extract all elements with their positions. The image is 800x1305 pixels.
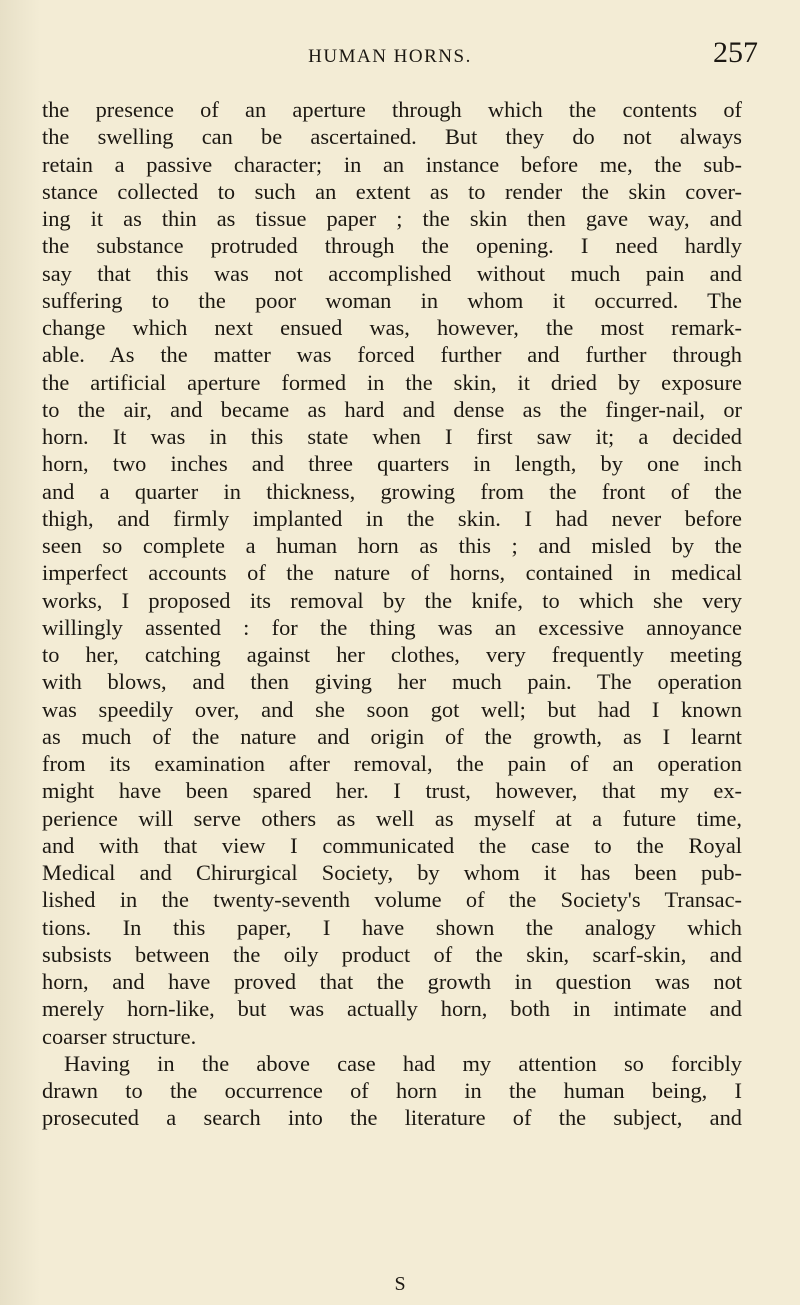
text-line: coarser structure. xyxy=(42,1023,197,1049)
text-line: stance collected to such an extent as to render the skin cover- xyxy=(42,178,742,204)
text-line: the substance protruded through the opening. I need hardly xyxy=(42,233,742,259)
text-line: the artificial aperture formed in the skin, it dried by exposure xyxy=(42,369,742,395)
text-line: from its examination after removal, the pain of an operation xyxy=(42,751,742,776)
page-number: 257 xyxy=(713,36,758,69)
text-line: might have been spared her. I trust, however, that my ex- xyxy=(42,778,742,804)
running-title: HUMAN HORNS. xyxy=(308,46,472,67)
text-line: retain a passive character; in an instance before me, the sub- xyxy=(42,151,742,177)
text-line: with blows, and then giving her much pain. The operation xyxy=(42,669,742,695)
text-line: Having in the above case had my attention so forcibly xyxy=(64,1050,742,1076)
text-line: was speedily over, and she soon got well; but had I known xyxy=(42,696,742,722)
text-line: able. As the matter was forced further and further through xyxy=(42,342,742,368)
text-line: change which next ensued was, however, the most remark- xyxy=(42,315,742,340)
text-line: perience will serve others as well as myself at a future time, xyxy=(42,805,742,831)
text-line: tions. In this paper, I have shown the analogy which xyxy=(42,914,742,940)
text-line: subsists between the oily product of the skin, scarf-skin, and xyxy=(42,941,742,967)
text-line: Medical and Chirurgical Society, by whom it has been pub- xyxy=(42,860,742,885)
text-line: to the air, and became as hard and dense as the finger-nail, or xyxy=(42,396,742,422)
text-line: the presence of an aperture through which the contents of xyxy=(42,97,742,122)
text-line: suffering to the poor woman in whom it occurred. The xyxy=(42,287,742,313)
text-line: horn, and have proved that the growth in question was not xyxy=(42,969,742,994)
text-line: drawn to the occurrence of horn in the human being, I xyxy=(42,1078,742,1103)
text-line: as much of the nature and origin of the growth, as I learnt xyxy=(42,723,742,749)
text-line: and with that view I communicated the case to the Royal xyxy=(42,832,742,858)
text-line: say that this was not accomplished without much pain and xyxy=(42,260,742,286)
text-line: willingly assented : for the thing was an excessive annoyance xyxy=(42,614,742,640)
text-line: thigh, and firmly implanted in the skin. I had never before xyxy=(42,505,742,531)
text-line: horn. It was in this state when I first saw it; a decided xyxy=(42,424,742,449)
text-line: ing it as thin as tissue paper ; the skin then gave way, and xyxy=(42,206,742,231)
text-line: horn, two inches and three quarters in length, by one inch xyxy=(42,451,742,477)
text-line: merely horn-like, but was actually horn, both in intimate and xyxy=(42,996,742,1022)
text-line: works, I proposed its removal by the knife, to which she very xyxy=(42,587,742,613)
body-text xyxy=(42,96,742,1132)
signature-mark: S xyxy=(394,1273,406,1295)
running-head xyxy=(40,36,800,72)
text-line: lished in the twenty-seventh volume of the Society's Transac- xyxy=(42,887,742,913)
text-line: and a quarter in thickness, growing from the front of the xyxy=(42,478,742,504)
text-line: to her, catching against her clothes, very frequently meeting xyxy=(42,642,742,667)
text-line: the swelling can be ascertained. But they do not always xyxy=(42,124,742,150)
text-line: prosecuted a search into the literature of the subject, and xyxy=(42,1105,742,1131)
text-line: imperfect accounts of the nature of horns, contained in medical xyxy=(42,560,742,586)
text-line: seen so complete a human horn as this ; and misled by the xyxy=(42,533,742,558)
